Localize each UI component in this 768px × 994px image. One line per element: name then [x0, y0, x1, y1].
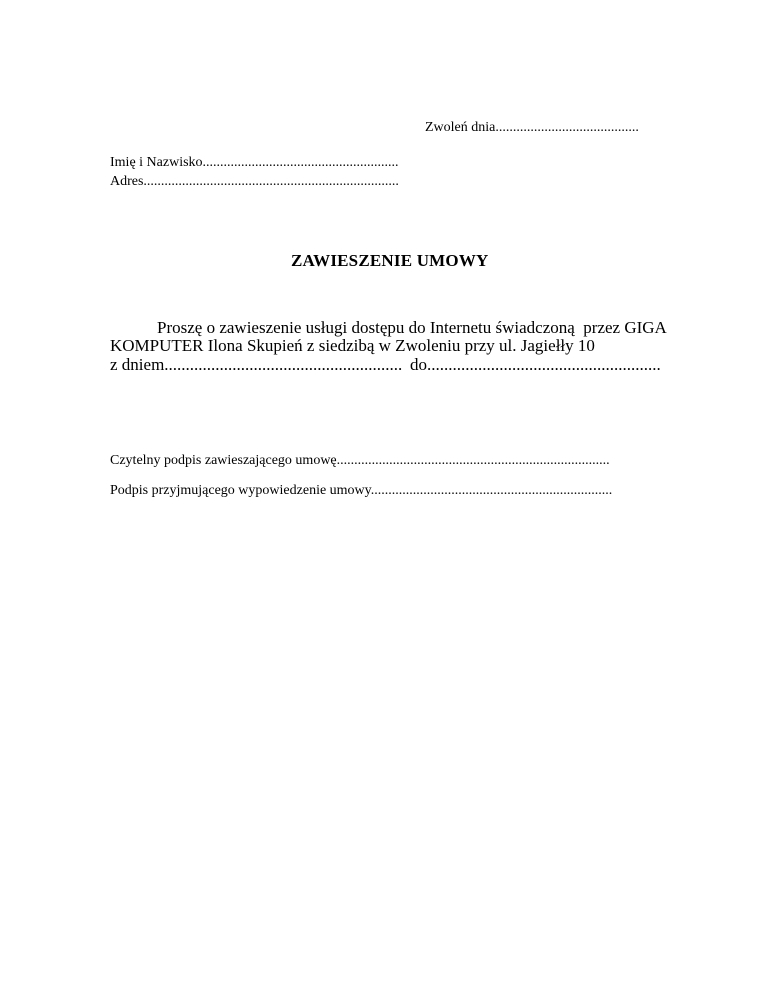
- address-line: Adres.........................................................................: [110, 174, 399, 189]
- date-line: Zwoleń dnia.........................................: [425, 120, 639, 135]
- signature-suspending-line: Czytelny podpis zawieszającego umowę..............................................................................: [110, 453, 610, 468]
- document-title: ZAWIESZENIE UMOWY: [291, 251, 489, 270]
- signature-receiving-line: Podpis przyjmującego wypowiedzenie umowy.....................................................................: [110, 483, 613, 498]
- name-line: Imię i Nazwisko........................................................: [110, 155, 399, 170]
- body-line-3-from: z dniem........................................................: [110, 355, 403, 374]
- body-line-2: KOMPUTER Ilona Skupień z siedzibą w Zwoleniu przy ul. Jagiełły 10: [110, 336, 595, 355]
- body-line-3-to: do.......................................................: [410, 355, 661, 374]
- body-line-1: Proszę o zawieszenie usługi dostępu do Internetu świadczoną przez GIGA: [157, 318, 667, 337]
